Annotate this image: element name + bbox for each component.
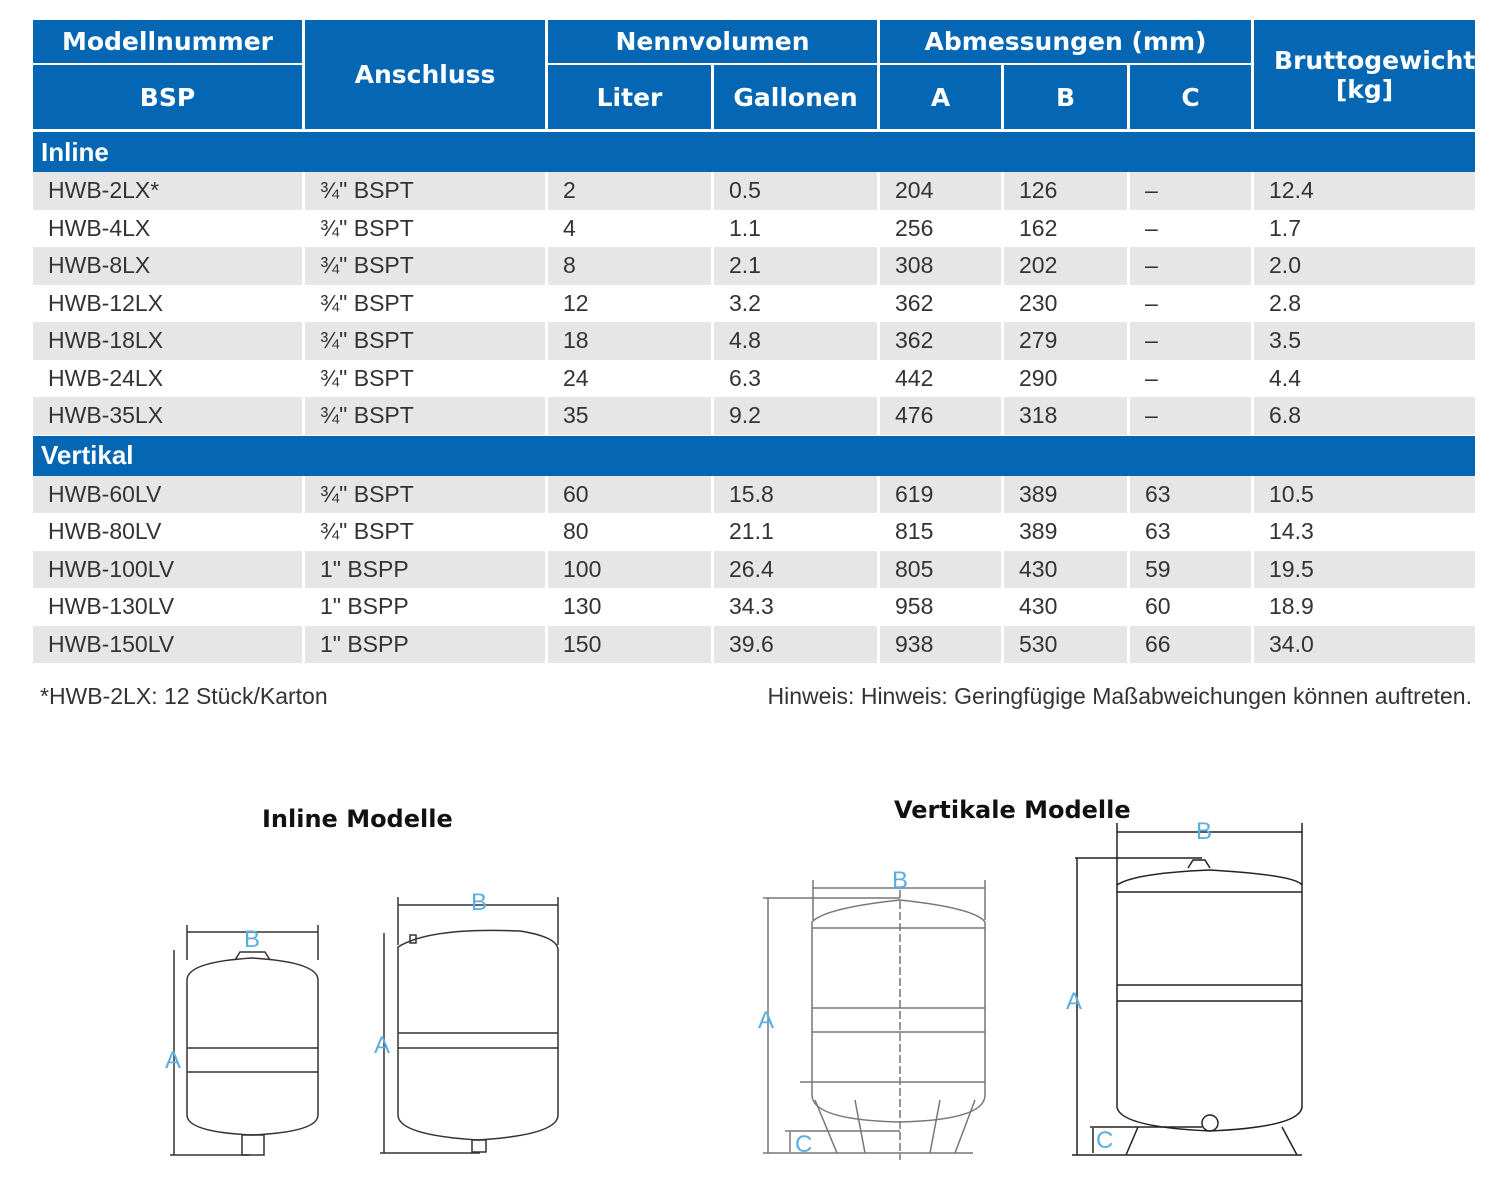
table-cell: ¾" BSPT	[305, 476, 545, 514]
table-cell: 14.3	[1254, 513, 1475, 551]
header-weight: Bruttogewicht [kg]	[1254, 20, 1475, 131]
table-cell: HWB-100LV	[33, 551, 302, 589]
section-header: Vertikal	[33, 435, 1475, 476]
table-cell: 256	[880, 210, 1001, 248]
table-cell: 1" BSPP	[305, 588, 545, 626]
table-cell: 430	[1004, 551, 1127, 589]
table-cell: 39.6	[714, 626, 877, 664]
table-cell: 12	[548, 285, 711, 323]
table-cell: 3.2	[714, 285, 877, 323]
table-cell: ¾" BSPT	[305, 172, 545, 210]
table-cell: 308	[880, 247, 1001, 285]
table-cell: 204	[880, 172, 1001, 210]
table-cell: 938	[880, 626, 1001, 664]
footnote: *HWB-2LX: 12 Stück/Karton	[40, 683, 328, 709]
table-row	[33, 551, 1475, 589]
dimension-b-label: B	[471, 889, 488, 916]
header-model: Modellnummer	[33, 20, 302, 65]
vertical-tank-large-drawing	[1060, 815, 1320, 1165]
table-cell: 34.3	[714, 588, 877, 626]
table-cell: 66	[1130, 626, 1251, 664]
table-cell: HWB-8LX	[33, 247, 302, 285]
dimension-b-label: B	[244, 926, 261, 953]
table-cell: 290	[1004, 360, 1127, 398]
table-cell: 18	[548, 322, 711, 360]
table-row	[33, 588, 1475, 626]
dimension-a-label: A	[1066, 988, 1083, 1015]
table-cell: 162	[1004, 210, 1127, 248]
table-cell: 1" BSPP	[305, 626, 545, 664]
table-cell: 9.2	[714, 397, 877, 435]
table-row	[33, 360, 1475, 398]
table-row	[33, 247, 1475, 285]
table-cell: HWB-4LX	[33, 210, 302, 248]
table-cell: –	[1130, 360, 1251, 398]
table-cell: 389	[1004, 476, 1127, 514]
table-cell: ¾" BSPT	[305, 397, 545, 435]
table-cell: 442	[880, 360, 1001, 398]
header-liter: Liter	[548, 65, 711, 131]
table-cell: 815	[880, 513, 1001, 551]
dimension-c-label: C	[1096, 1127, 1114, 1154]
table-cell: 958	[880, 588, 1001, 626]
table-cell: HWB-60LV	[33, 476, 302, 514]
table-cell: 60	[548, 476, 711, 514]
table-cell: 15.8	[714, 476, 877, 514]
table-cell: ¾" BSPT	[305, 360, 545, 398]
table-cell: 12.4	[1254, 172, 1475, 210]
table-cell: 2.8	[1254, 285, 1475, 323]
table-cell: 279	[1004, 322, 1127, 360]
dimension-b-label: B	[892, 867, 909, 894]
dimension-a-label: A	[758, 1007, 775, 1034]
table-cell: 318	[1004, 397, 1127, 435]
table-cell: 130	[548, 588, 711, 626]
table-cell: 18.9	[1254, 588, 1475, 626]
table-row	[33, 513, 1475, 551]
table-cell: 362	[880, 322, 1001, 360]
table-cell: 35	[548, 397, 711, 435]
table-cell: 4.4	[1254, 360, 1475, 398]
table-cell: 6.8	[1254, 397, 1475, 435]
table-cell: HWB-18LX	[33, 322, 302, 360]
header-connection: Anschluss	[305, 20, 545, 131]
table-cell: 10.5	[1254, 476, 1475, 514]
table-cell: 1.7	[1254, 210, 1475, 248]
table-cell: ¾" BSPT	[305, 285, 545, 323]
table-cell: 24	[548, 360, 711, 398]
dimension-a-label: A	[165, 1047, 182, 1074]
table-cell: HWB-35LX	[33, 397, 302, 435]
dimension-b-label: B	[1196, 818, 1213, 845]
section-header: Inline	[33, 131, 1475, 172]
table-cell: 60	[1130, 588, 1251, 626]
header-gallons: Gallonen	[714, 65, 877, 131]
table-cell: ¾" BSPT	[305, 210, 545, 248]
dimension-c-label: C	[795, 1131, 813, 1158]
table-cell: 59	[1130, 551, 1251, 589]
hint-note: Hinweis: Hinweis: Geringfügige Maßabweichungen können auftreten.	[767, 683, 1472, 709]
header-dimensions: Abmessungen (mm)	[880, 20, 1251, 65]
table-cell: 8	[548, 247, 711, 285]
table-cell: –	[1130, 210, 1251, 248]
table-cell: 2	[548, 172, 711, 210]
table-cell: HWB-24LX	[33, 360, 302, 398]
inline-tank-small-drawing	[160, 920, 340, 1170]
table-cell: HWB-2LX*	[33, 172, 302, 210]
table-cell: 3.5	[1254, 322, 1475, 360]
table-cell: –	[1130, 247, 1251, 285]
inline-tank-large-drawing	[370, 885, 570, 1165]
table-cell: 4.8	[714, 322, 877, 360]
table-cell: HWB-150LV	[33, 626, 302, 664]
table-cell: 63	[1130, 476, 1251, 514]
table-cell: 389	[1004, 513, 1127, 551]
table-cell: 100	[548, 551, 711, 589]
table-cell: –	[1130, 285, 1251, 323]
header-a: A	[880, 65, 1001, 131]
table-cell: 202	[1004, 247, 1127, 285]
table-row	[33, 285, 1475, 323]
table-cell: 63	[1130, 513, 1251, 551]
table-cell: HWB-80LV	[33, 513, 302, 551]
header-b: B	[1004, 65, 1127, 131]
table-cell: 21.1	[714, 513, 877, 551]
table-cell: ¾" BSPT	[305, 513, 545, 551]
table-cell: 26.4	[714, 551, 877, 589]
table-row	[33, 476, 1475, 514]
table-cell: 230	[1004, 285, 1127, 323]
table-cell: 150	[548, 626, 711, 664]
table-cell: 4	[548, 210, 711, 248]
table-cell: 19.5	[1254, 551, 1475, 589]
vertical-tank-small-drawing	[755, 860, 995, 1170]
table-cell: 805	[880, 551, 1001, 589]
dimension-a-label: A	[374, 1032, 391, 1059]
table-cell: –	[1130, 397, 1251, 435]
table-cell: 2.1	[714, 247, 877, 285]
table-cell: HWB-130LV	[33, 588, 302, 626]
table-cell: 1" BSPP	[305, 551, 545, 589]
vertical-models-title: Vertikale Modelle	[894, 796, 1131, 824]
table-cell: 126	[1004, 172, 1127, 210]
inline-models-title: Inline Modelle	[262, 805, 453, 833]
table-cell: 34.0	[1254, 626, 1475, 664]
table-cell: –	[1130, 172, 1251, 210]
table-cell: 530	[1004, 626, 1127, 664]
table-cell: 80	[548, 513, 711, 551]
header-bsp: BSP	[33, 65, 302, 131]
table-row	[33, 172, 1475, 210]
table-row	[33, 322, 1475, 360]
table-cell: 0.5	[714, 172, 877, 210]
table-row	[33, 210, 1475, 248]
table-cell: 619	[880, 476, 1001, 514]
table-cell: HWB-12LX	[33, 285, 302, 323]
table-row	[33, 626, 1475, 664]
header-volume: Nennvolumen	[548, 20, 877, 65]
table-cell: –	[1130, 322, 1251, 360]
table-cell: 2.0	[1254, 247, 1475, 285]
table-cell: 6.3	[714, 360, 877, 398]
table-cell: 430	[1004, 588, 1127, 626]
table-cell: ¾" BSPT	[305, 247, 545, 285]
spec-table	[30, 20, 1478, 663]
table-cell: 362	[880, 285, 1001, 323]
table-cell: 476	[880, 397, 1001, 435]
table-cell: 1.1	[714, 210, 877, 248]
table-cell: ¾" BSPT	[305, 322, 545, 360]
header-c: C	[1130, 65, 1251, 131]
table-row	[33, 397, 1475, 435]
